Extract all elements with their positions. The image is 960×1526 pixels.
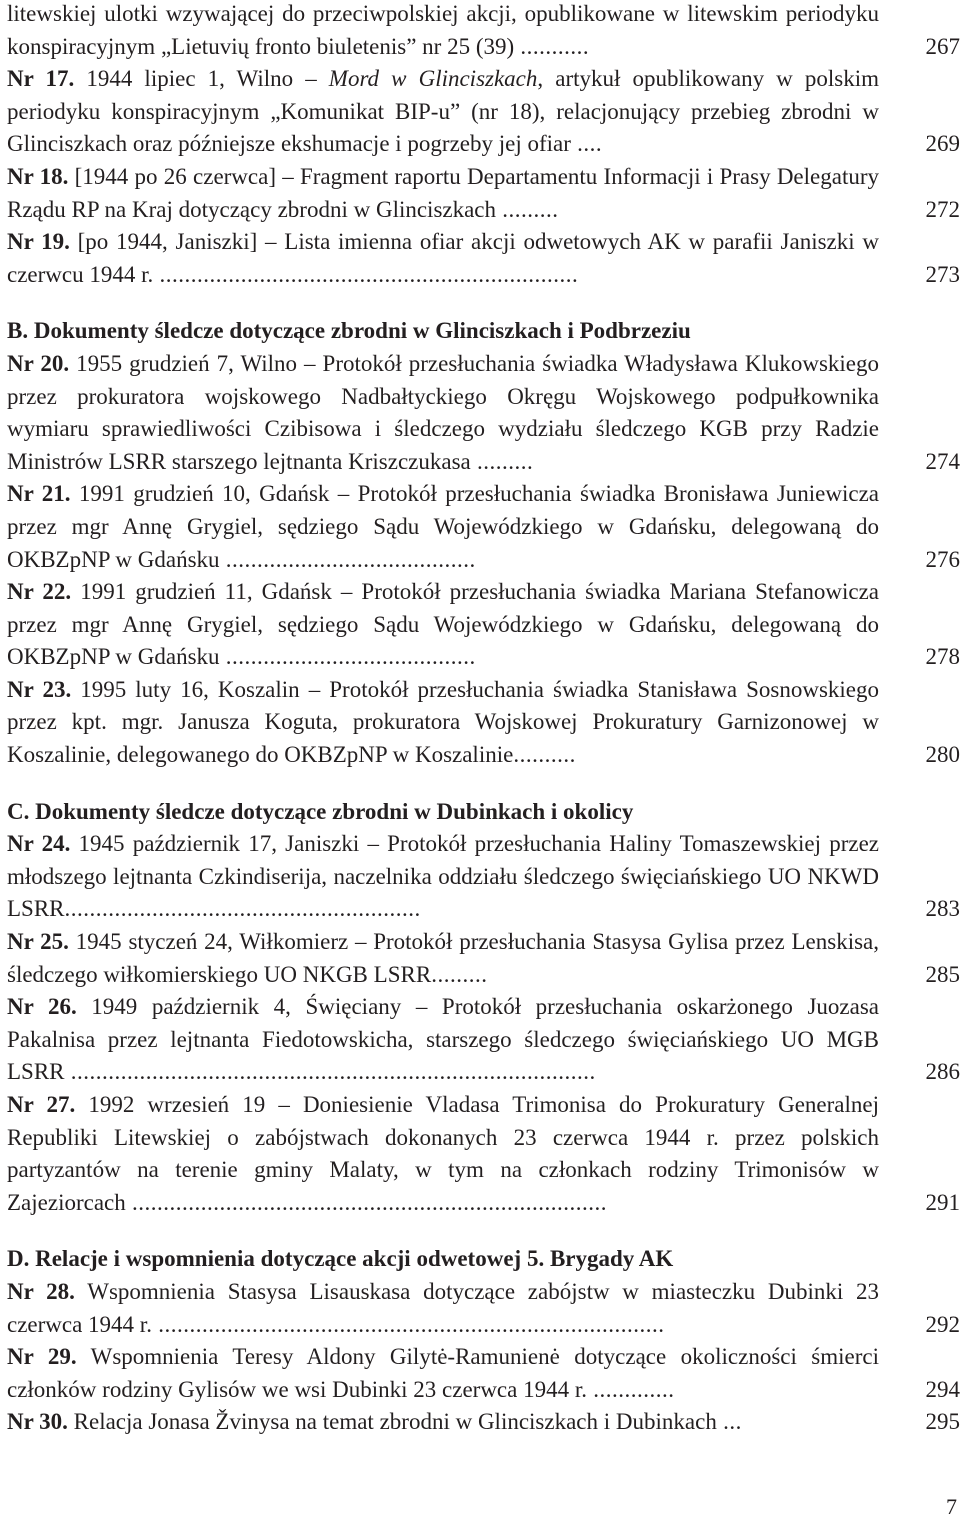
toc-entry-nr24	[7, 828, 960, 926]
entry-title-italic: Mord w Glinciszkach	[328, 66, 538, 92]
entry-text: 1945 styczeń 24, Wiłkomierz – Protokół przesłuchania Stasysa Gylisa przez Lenskisa, śledczego wiłkomierskiego UO NKGB LSRR	[7, 929, 880, 987]
entry-text: Relacja Jonasa Žvinysa na temat zbrodni w Glinciszkach i Dubinkach	[67, 1409, 717, 1435]
entry-page-number: 294	[925, 1376, 960, 1402]
leader-dots: ...	[716, 1409, 742, 1435]
leader-dots: .................................................................................	[151, 1311, 665, 1337]
toc-entry-continued	[7, 0, 960, 63]
entry-page-number: 276	[925, 546, 960, 572]
toc-entry-nr26	[7, 991, 960, 1089]
toc-entry-nr30	[7, 1406, 960, 1439]
leader-dots: ........................................	[219, 644, 476, 670]
entry-number: Nr 19.	[7, 229, 70, 255]
leader-dots: ...................................................................	[153, 261, 579, 287]
toc-entry-nr28	[7, 1276, 960, 1341]
leader-dots: ............................................................................	[125, 1189, 607, 1215]
entry-text: 1991 grudzień 10, Gdańsk – Protokół przesłuchania świadka Bronisława Juniewicza przez mgr Annę Grygiel, sędziego Sądu Wojewódzkiego w Gdańsku, delegowaną do OKBZpNP w Gdańsku	[7, 481, 880, 572]
toc-entry-nr27	[7, 1089, 960, 1219]
leader-dots: ..........	[513, 742, 576, 768]
section-heading-b: B. Dokumenty śledcze dotyczące zbrodni w Glinciszkach i Podbrzeziu	[7, 318, 691, 344]
leader-dots: .........	[431, 961, 488, 987]
entry-number: Nr 21.	[7, 481, 71, 507]
entry-text: [1944 po 26 czerwca] – Fragment raportu Departamentu Informacji i Prasy Delegatury Rządu RP na Kraj dotyczący zbrodni w Glinciszkach	[7, 163, 879, 222]
entry-number: Nr 23.	[7, 676, 72, 702]
entry-text: litewskiej ulotki wzywającej do przeciwpolskiej akcji, opublikowane w litewskim periodyku konspiracyjnym „Lietuvių fronto biuletenis” nr 25 (39)	[7, 1, 879, 59]
leader-dots: .............	[587, 1376, 675, 1402]
entry-number: Nr 28.	[7, 1278, 75, 1304]
entry-page-number: 283	[925, 896, 960, 922]
entry-text: , artykuł opublikowany w polskim periodyku konspiracyjnym „Komunikat BIP-u” (nr 18), relacjonujący przebieg zbrodni w Glinciszkach oraz późniejsze ekshumacje i pogrzeby jej ofiar	[7, 66, 879, 157]
toc-entry-nr19	[7, 226, 960, 291]
entry-text: 1944 lipiec 1, Wilno –	[74, 66, 329, 92]
entry-page-number: 269	[925, 131, 960, 157]
entry-page-number: 291	[925, 1189, 960, 1215]
toc-entry-nr23	[7, 674, 960, 772]
entry-number: Nr 17.	[7, 66, 75, 92]
toc-entry-nr17	[7, 63, 960, 161]
entry-number: Nr 27.	[7, 1092, 76, 1117]
toc-entry-nr25	[7, 926, 960, 991]
entry-page-number: 273	[925, 261, 960, 287]
entry-number: Nr 26.	[7, 994, 77, 1020]
entry-number: Nr 29.	[7, 1344, 77, 1370]
entry-text: 1949 październik 4, Święciany – Protokół przesłuchania oskarżonego Juozasa Pakalnisa przez lejtnanta Fiedotowskicha, starszego śledczego święciańskiego UO MGB LSRR	[7, 994, 879, 1085]
entry-number: Nr 20.	[7, 350, 70, 376]
entry-number: Nr 18.	[7, 163, 69, 189]
page-number: 7	[946, 1494, 957, 1520]
entry-page-number: 267	[925, 33, 960, 59]
entry-number: Nr 24.	[7, 831, 71, 857]
entry-page-number: 292	[925, 1311, 960, 1337]
table-of-contents	[7, 0, 960, 1439]
entry-page-number: 285	[925, 961, 960, 987]
leader-dots: ........................................	[219, 546, 476, 572]
section-heading-c: C. Dokumenty śledcze dotyczące zbrodni w Dubinkach i okolicy	[7, 798, 634, 824]
section-heading-d: D. Relacje i wspomnienia dotyczące akcji odwetowej 5. Brygady AK	[7, 1246, 674, 1272]
leader-dots: ....	[570, 131, 603, 157]
entry-page-number: 274	[925, 448, 960, 474]
toc-entry-nr20	[7, 348, 960, 478]
entry-number: Nr 22.	[7, 579, 72, 605]
entry-text: 1995 luty 16, Koszalin – Protokół przesłuchania świadka Stanisława Sosnowskiego przez kpt. mgr. Janusza Koguta, prokuratora Wojskowej Prokuratury Garnizonowej w Koszalinie, delegowanego do OKBZpNP w Koszalinie	[7, 676, 879, 768]
toc-entry-nr22	[7, 576, 960, 674]
entry-page-number: 278	[925, 644, 960, 670]
entry-text: 1991 grudzień 11, Gdańsk – Protokół przesłuchania świadka Mariana Stefanowicza przez mgr Annę Grygiel, sędziego Sądu Wojewódzkiego w Gdańsku, delegowaną do OKBZpNP w Gdańsku	[7, 579, 879, 670]
leader-dots: ....................................................................................	[64, 1059, 596, 1085]
leader-dots: .........	[470, 448, 534, 474]
leader-dots: .........	[496, 196, 559, 222]
toc-entry-nr18	[7, 161, 960, 226]
entry-text: Wspomnienia Stasysa Lisauskasa dotyczące zabójstw w miasteczku Dubinki 23 czerwca 1944 r.	[7, 1278, 879, 1337]
entry-text: [po 1944, Janiszki] – Lista imienna ofiar akcji odwetowych AK w parafii Janiszki w czerwcu 1944 r.	[7, 229, 880, 287]
entry-text: 1992 wrzesień 19 – Doniesienie Vladasa Trimonisa do Prokuratury Generalnej Republiki Litewskiej o zabójstwach dokonanych 23 czerwca 1944 r. przez polskich partyzantów na terenie gminy Malaty, w tym na członkach rodziny Trimonisów w Zajeziorcach	[7, 1092, 879, 1215]
entry-page-number: 295	[925, 1409, 960, 1435]
leader-dots: .........................................................	[64, 896, 421, 922]
entry-text: 1945 październik 17, Janiszki – Protokół przesłuchania Haliny Tomaszewskiej przez młodszego lejtnanta Czkindiserija, naczelnika oddziału śledczego święciańskiego UO NKWD LSRR	[7, 831, 880, 922]
entry-page-number: 272	[925, 196, 960, 222]
entry-page-number: 280	[925, 742, 960, 768]
entry-text: 1955 grudzień 7, Wilno – Protokół przesłuchania świadka Władysława Klukowskiego przez prokuratora wojskowego Nadbałtyckiego Okręgu Wojskowego podpułkownika wymiaru sprawiedliwości Czibisowa i śledczego wydziału śledczego KGB przy Radzie Ministrów LSRR starszego lejtnanta Kriszczukasa	[7, 350, 879, 474]
toc-entry-nr21	[7, 478, 960, 576]
entry-page-number: 286	[925, 1059, 960, 1085]
entry-text: Wspomnienia Teresy Aldony Gilytė-Ramunienė dotyczące okoliczności śmierci członków rodziny Gylisów we wsi Dubinki 23 czerwca 1944 r.	[7, 1344, 880, 1402]
toc-entry-nr29	[7, 1341, 960, 1406]
entry-number: Nr 25.	[7, 929, 69, 955]
entry-number: Nr 30.	[7, 1409, 68, 1435]
leader-dots: ...........	[514, 33, 590, 59]
